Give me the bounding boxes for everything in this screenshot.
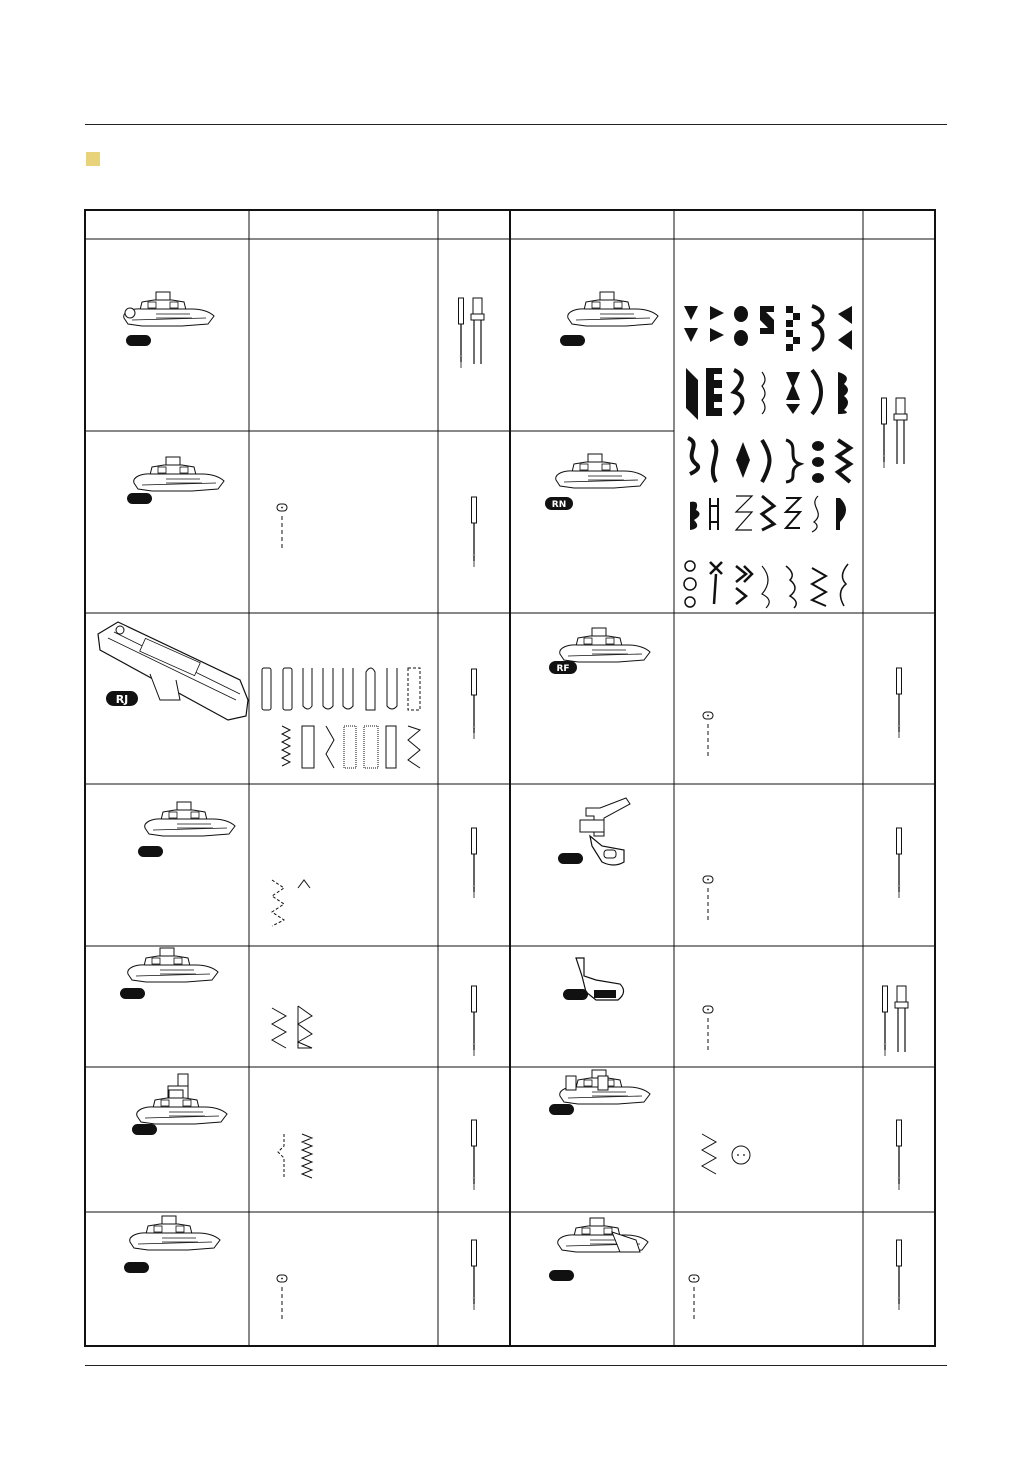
foot-3: [98, 622, 248, 720]
needle-icon: [472, 1120, 477, 1190]
presser-foot-icon: [124, 292, 214, 326]
foot-5: [120, 948, 218, 999]
stitch-pattern-icon: [703, 876, 713, 920]
foot-badge: [558, 853, 583, 864]
needle-icon: [897, 1120, 902, 1190]
presser-foot-icon: [560, 628, 650, 662]
stitch-pattern-icon: [703, 712, 713, 756]
needle-icon: [472, 497, 477, 567]
foot-badge: [127, 493, 152, 504]
needle-icon: [472, 1240, 477, 1310]
foot-4: [138, 802, 235, 857]
needle-icon: [897, 1240, 902, 1310]
footer-rule: [85, 1365, 947, 1366]
foot-9: [545, 454, 646, 510]
buttonhole-patterns: [262, 668, 420, 768]
foot-badge: [560, 335, 585, 346]
needle-icon: [472, 669, 477, 739]
svg-text:RJ: RJ: [115, 693, 129, 706]
svg-text:RN: RN: [551, 500, 567, 510]
twin-needle-icon: [883, 986, 909, 1056]
button-icon: [732, 1146, 750, 1164]
twin-needle-icon: [882, 398, 908, 468]
foot-badge: [138, 846, 163, 857]
foot-badge: [132, 1124, 157, 1135]
foot-13: [549, 1070, 650, 1115]
foot-badge: [120, 988, 145, 999]
stitch-pattern-icon: [272, 1006, 312, 1048]
foot-11: [558, 798, 630, 865]
presser-foot-icon: [568, 292, 658, 326]
needle-icon: [897, 828, 902, 898]
foot-14: [549, 1218, 648, 1281]
foot-10: [549, 628, 650, 674]
stitch-pattern-icon: [272, 880, 310, 926]
foot-1: [124, 292, 214, 346]
foot-12: [563, 958, 624, 1000]
needle-icon: [472, 986, 477, 1056]
foot-2: [127, 457, 224, 504]
presser-foot-icon: [128, 948, 218, 982]
needle-icon: [897, 668, 902, 738]
foot-badge: [549, 1270, 574, 1281]
presser-foot-icon: [130, 1216, 220, 1250]
presser-foot-icon: [556, 454, 646, 488]
presser-foot-icon: [137, 1090, 227, 1124]
foot-badge: [563, 989, 588, 1000]
foot-7: [124, 1216, 220, 1273]
stitch-pattern-icon: [702, 1134, 716, 1174]
foot-badge: [126, 335, 151, 346]
foot-badge: [549, 1104, 574, 1115]
foot-6: [132, 1074, 227, 1135]
stitch-pattern-icon: [277, 1275, 287, 1319]
twin-needle-icon: [459, 298, 485, 368]
decorative-stitch-patterns: [684, 306, 852, 608]
stitch-pattern-icon: [689, 1275, 699, 1319]
needle-icon: [472, 828, 477, 898]
foot-8: [560, 292, 658, 346]
stitch-pattern-icon: [703, 1006, 713, 1050]
svg-text:RF: RF: [556, 664, 570, 674]
presser-foot-icon: [145, 802, 235, 836]
stitch-pattern-icon: [277, 504, 287, 548]
presser-foot-icon: [134, 457, 224, 491]
table-frame: [85, 210, 935, 1346]
stitch-pattern-icon: [278, 1134, 312, 1178]
foot-badge: [124, 1262, 149, 1273]
